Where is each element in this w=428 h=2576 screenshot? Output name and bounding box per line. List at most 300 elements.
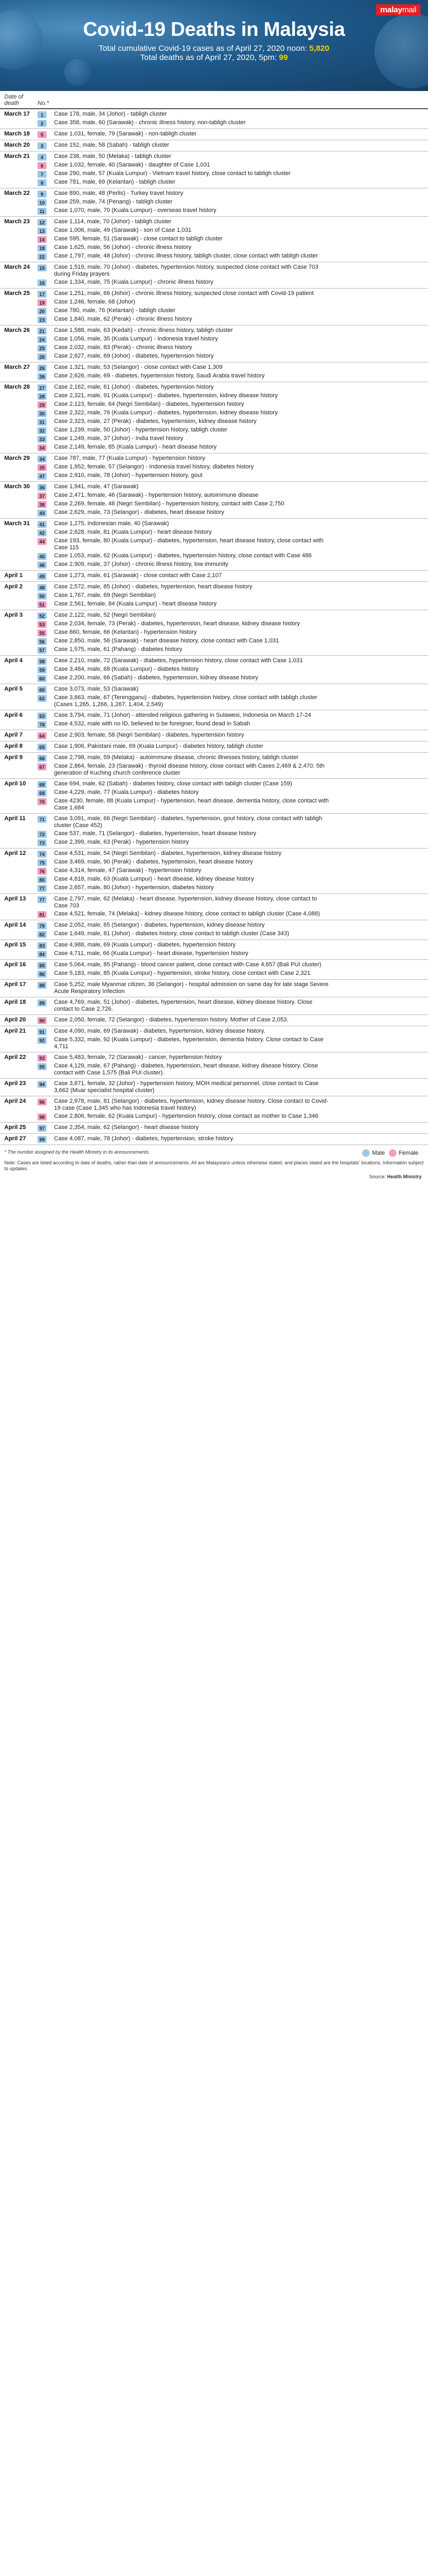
date-label: April 2 bbox=[4, 584, 23, 590]
case-row bbox=[37, 711, 428, 720]
source-credit bbox=[0, 1173, 428, 1180]
case-description: Case 2,050, female, 72 (Selangor) - diabetes, hypertension history. Mother of Case 2,053. bbox=[54, 1017, 289, 1023]
case-row bbox=[37, 454, 428, 463]
date-label: March 30 bbox=[4, 483, 30, 490]
male-number-badge: 17 bbox=[37, 291, 47, 298]
male-number-badge: 75 bbox=[37, 859, 47, 866]
case-description: Case 1,273, male, 61 (Sarawak) - close contact with Case 2,107 bbox=[54, 572, 222, 579]
case-row bbox=[37, 674, 428, 683]
date-group bbox=[0, 453, 428, 482]
case-row bbox=[37, 583, 428, 592]
footnote: Note: Cases are listed according to date of deaths, rather than date of announcements. All are Malaysians unless otherwise stated, and places stated are the hospitals' locations. Information subject to updates. bbox=[4, 1160, 424, 1171]
legend-note: * The number assigned by the Health Ministry in its announcements. bbox=[4, 1149, 150, 1155]
case-rows bbox=[37, 262, 428, 288]
case-rows bbox=[37, 1052, 428, 1078]
male-number-badge: 34 bbox=[37, 456, 47, 463]
date-group bbox=[0, 325, 428, 362]
female-number-badge: 70 bbox=[37, 798, 47, 805]
case-rows bbox=[37, 1015, 428, 1026]
case-description: Case 1,588, male, 63 (Kedah) - chronic illness history, tabligh cluster bbox=[54, 327, 233, 334]
case-description: Case 4,769, male, 51 (Johor) - diabetes, hypertension, heart disease, kidney disease history. Close contact to Case 2,726. bbox=[54, 999, 312, 1012]
date-group bbox=[0, 920, 428, 940]
female-number-badge: 34 bbox=[37, 444, 47, 451]
case-row bbox=[37, 327, 428, 335]
date-group bbox=[0, 582, 428, 610]
female-number-badge: 38 bbox=[37, 501, 47, 508]
male-number-badge: 20 bbox=[37, 308, 47, 315]
case-row bbox=[37, 392, 428, 400]
case-description: Case 2,572, male, 85 (Johor) - diabetes, hypertension, heart disease history bbox=[54, 584, 253, 590]
case-row bbox=[37, 520, 428, 528]
case-description: Case 2,797, male, 62 (Melaka) - heart disease, hypertension, kidney disease history, close contact to Case 703 bbox=[54, 896, 317, 909]
male-number-badge: 77 bbox=[37, 885, 47, 892]
case-row bbox=[37, 119, 428, 127]
case-row bbox=[37, 235, 428, 244]
case-rows bbox=[37, 684, 428, 710]
case-description: Case 2,034, female, 73 (Perak) - diabetes, hypertension, heart disease, kidney disease history bbox=[54, 620, 300, 627]
case-description: Case 1,031, female, 79 (Sarawak) - non-tabligh cluster bbox=[54, 131, 197, 137]
column-header bbox=[0, 91, 428, 109]
subtitle-cases bbox=[0, 44, 428, 53]
case-row bbox=[37, 1054, 428, 1062]
male-number-badge: 26 bbox=[37, 365, 47, 372]
case-row bbox=[37, 731, 428, 740]
case-rows bbox=[37, 151, 428, 188]
date-label: April 10 bbox=[4, 781, 26, 787]
date-group bbox=[0, 217, 428, 262]
legend-female-label: Female bbox=[399, 1149, 418, 1156]
date-label: April 5 bbox=[4, 686, 23, 692]
case-description: Case 4,087, male, 78 (Johor) - diabetes, hypertension, stroke history. bbox=[54, 1135, 234, 1142]
date-group bbox=[0, 1134, 428, 1145]
date-label: March 20 bbox=[4, 142, 30, 148]
case-rows bbox=[37, 656, 428, 684]
male-number-badge: 52 bbox=[37, 612, 47, 619]
date-group bbox=[0, 1123, 428, 1134]
date-label: April 1 bbox=[4, 572, 23, 579]
male-number-badge: 3 bbox=[37, 142, 47, 149]
case-description: Case 1,625, male, 56 (Johor) - chronic illness history bbox=[54, 244, 192, 251]
case-row bbox=[37, 552, 428, 560]
date-group bbox=[0, 814, 428, 848]
case-row bbox=[37, 400, 428, 409]
case-row bbox=[37, 858, 428, 867]
date-label: April 11 bbox=[4, 815, 26, 822]
case-description: Case 1,246, female, 68 (Johor) bbox=[54, 299, 135, 305]
case-description: Case 2,864, female, 23 (Sarawak) - thyroid disease history, close contact with Cases 2,469 & 2,470. 5th generation of Kuching church conference cluster bbox=[54, 763, 325, 776]
case-rows bbox=[37, 940, 428, 959]
male-number-badge: 36 bbox=[37, 484, 47, 491]
case-description: Case 1,952, female, 57 (Selangor) - Indonesia travel history, diabetes history bbox=[54, 464, 254, 470]
case-row bbox=[37, 815, 428, 830]
case-description: Case 2,561, female, 84 (Kuala Lumpur) - heart disease history bbox=[54, 601, 217, 607]
case-description: Case 2,628, male, 81 (Kuala Lumpur) - heart disease history bbox=[54, 529, 212, 535]
date-label: April 15 bbox=[4, 942, 26, 948]
number-column-header: No.* bbox=[37, 100, 49, 107]
date-group bbox=[0, 571, 428, 582]
case-description: Case 1,056, male, 35 (Kuala Lumpur) - Indonesia travel history bbox=[54, 336, 218, 342]
case-description: Case 4,090, male, 69 (Sarawak) - diabetes, hypertension, kidney disease history. bbox=[54, 1028, 265, 1034]
male-number-badge: 31 bbox=[37, 419, 47, 426]
male-number-badge: 47 bbox=[37, 473, 47, 480]
case-row bbox=[37, 218, 428, 226]
case-description: Case 787, male, 77 (Kuala Lumpur) - hypertension history bbox=[54, 455, 205, 461]
case-row bbox=[37, 198, 428, 207]
case-description: Case 2,399, male, 63 (Perak) - hypertension history bbox=[54, 839, 189, 845]
date-label: April 12 bbox=[4, 850, 26, 857]
case-row bbox=[37, 1112, 428, 1121]
date-group bbox=[0, 519, 428, 571]
case-row bbox=[37, 1062, 428, 1077]
case-description: Case 537, male, 71 (Selangor) - diabetes, hypertension, heart disease history bbox=[54, 830, 256, 837]
case-description: Case 2,321, male, 91 (Kuala Lumpur) - diabetes, hypertension, kidney disease history bbox=[54, 392, 278, 399]
date-label: March 26 bbox=[4, 327, 30, 334]
male-number-badge: 16 bbox=[37, 279, 47, 286]
date-group bbox=[0, 710, 428, 730]
date-group bbox=[0, 1096, 428, 1123]
case-description: Case 1,906, Pakistani male, 69 (Kuala Lumpur) - diabetes history, tabligh cluster bbox=[54, 743, 264, 749]
date-group bbox=[0, 656, 428, 684]
case-rows bbox=[37, 730, 428, 741]
case-row bbox=[37, 170, 428, 178]
case-description: Case 193, female, 80 (Kuala Lumpur) - diabetes, hypertension, heart disease history, close contact with Case 115 bbox=[54, 537, 324, 551]
date-label: March 18 bbox=[4, 131, 30, 137]
case-row bbox=[37, 1080, 428, 1095]
case-description: Case 3,469, male, 90 (Perak) - diabetes, hypertension, heart disease history bbox=[54, 859, 253, 865]
male-number-badge: 60 bbox=[37, 675, 47, 682]
case-rows bbox=[37, 129, 428, 140]
case-row bbox=[37, 762, 428, 777]
female-number-badge: 53 bbox=[37, 621, 47, 628]
male-number-badge: 2 bbox=[37, 120, 47, 127]
case-row bbox=[37, 1036, 428, 1051]
case-row bbox=[37, 1016, 428, 1025]
date-group bbox=[0, 1015, 428, 1026]
case-description: Case 1,941, male, 47 (Sarawak) bbox=[54, 483, 139, 490]
case-row bbox=[37, 207, 428, 215]
male-number-badge: 21 bbox=[37, 328, 47, 335]
male-number-badge: 18 bbox=[37, 245, 47, 252]
case-rows bbox=[37, 188, 428, 216]
case-description: Case 1,070, male, 70 (Kuala Lumpur) - overseas travel history bbox=[54, 207, 217, 214]
date-column-header: Date of death bbox=[4, 94, 24, 107]
case-description: Case 2,471, female, 46 (Sarawak) - hypertension history, autoimmune disease bbox=[54, 492, 258, 498]
case-row bbox=[37, 998, 428, 1013]
date-label: March 17 bbox=[4, 111, 30, 117]
case-row bbox=[37, 278, 428, 287]
date-group bbox=[0, 610, 428, 656]
case-row bbox=[37, 363, 428, 372]
female-number-badge: 44 bbox=[37, 538, 47, 545]
date-label: April 8 bbox=[4, 743, 23, 749]
female-number-badge: 35 bbox=[37, 464, 47, 471]
case-rows bbox=[37, 753, 428, 778]
case-row bbox=[37, 190, 428, 198]
female-number-badge: 67 bbox=[37, 763, 47, 770]
page-title: Covid-19 Deaths in Malaysia bbox=[83, 18, 345, 40]
male-number-badge: 23 bbox=[37, 316, 47, 323]
case-row bbox=[37, 409, 428, 418]
case-description: Case 781, male, 69 (Kelantan) - tabligh cluster bbox=[54, 179, 175, 185]
case-rows bbox=[37, 741, 428, 752]
case-rows bbox=[37, 109, 428, 128]
case-rows bbox=[37, 894, 428, 920]
case-description: Case 1,334, male, 75 (Kuala Lumpur) - chronic illness history bbox=[54, 279, 213, 285]
date-group bbox=[0, 741, 428, 753]
case-row bbox=[37, 472, 428, 480]
male-number-badge: 63 bbox=[37, 713, 47, 719]
case-description: Case 1,251, male, 66 (Johor) - chronic illness history, suspected close contact with Covid-19 patient bbox=[54, 290, 314, 297]
case-row bbox=[37, 789, 428, 797]
case-row bbox=[37, 1124, 428, 1132]
case-rows bbox=[37, 1134, 428, 1145]
male-number-badge: 22 bbox=[37, 253, 47, 260]
date-label: March 21 bbox=[4, 153, 30, 160]
case-description: Case 2,032, male, 83 (Perak) - chronic illness history bbox=[54, 344, 192, 351]
case-description: Case 2,798, male, 59 (Melaka) - autoimmune disease, chronic illnesses history, tabligh cluster bbox=[54, 754, 299, 761]
case-description: Case 2,909, male, 37 (Johor) - chronic illness history, low immunity bbox=[54, 561, 228, 567]
date-group bbox=[0, 140, 428, 151]
case-row bbox=[37, 226, 428, 235]
case-description: Case 780, male, 76 (Kelantan) - tabligh cluster bbox=[54, 307, 175, 314]
female-number-badge: 19 bbox=[37, 299, 47, 306]
male-number-badge: 83 bbox=[37, 942, 47, 949]
case-row bbox=[37, 628, 428, 637]
source-value: Health Ministry bbox=[387, 1174, 422, 1179]
male-number-badge: 73 bbox=[37, 839, 47, 846]
case-row bbox=[37, 344, 428, 352]
case-description: Case 1,006, male, 49 (Sarawak) - son of Case 1,031 bbox=[54, 227, 192, 233]
case-row bbox=[37, 754, 428, 762]
male-number-badge: 9 bbox=[37, 191, 47, 198]
case-row bbox=[37, 921, 428, 930]
case-rows bbox=[37, 1026, 428, 1052]
case-row bbox=[37, 290, 428, 298]
case-description: Case 2,210, male, 72 (Sarawak) - diabetes, hypertension history, close contact with Case 1,031 bbox=[54, 657, 303, 664]
case-description: Case 2,354, male, 62 (Selangor) - heart disease history bbox=[54, 1124, 199, 1131]
date-group bbox=[0, 753, 428, 779]
case-description: Case 5,332, male, 92 (Kuala Lumpur) - diabetes, hypertension, dementia history. Close contact to Case 4,711 bbox=[54, 1036, 324, 1050]
case-rows bbox=[37, 289, 428, 325]
male-number-badge: 28 bbox=[37, 393, 47, 400]
case-row bbox=[37, 263, 428, 278]
date-label: April 13 bbox=[4, 896, 26, 902]
male-number-badge: 78 bbox=[37, 721, 47, 728]
case-row bbox=[37, 875, 428, 884]
case-row bbox=[37, 252, 428, 261]
date-label: April 18 bbox=[4, 999, 26, 1005]
case-row bbox=[37, 797, 428, 812]
case-description: Case 5,252, male Myanmar citizen, 36 (Selangor) - hospital admission on same day for late stage Severe Acute Respiratory Infection bbox=[54, 981, 328, 995]
case-row bbox=[37, 646, 428, 654]
case-row bbox=[37, 298, 428, 307]
date-group bbox=[0, 262, 428, 289]
case-description: Case 1,321, male, 53 (Selangor) - close contact with Case 1,309 bbox=[54, 364, 223, 370]
case-description: Case 595, female, 51 (Sarawak) - close contact to tabligh cluster bbox=[54, 236, 223, 242]
case-description: Case 4,988, male, 69 (Kuala Lumpur) - diabetes, hypertension history bbox=[54, 942, 236, 948]
male-number-badge: 11 bbox=[37, 208, 47, 215]
date-group bbox=[0, 980, 428, 997]
legend-female bbox=[389, 1149, 418, 1157]
date-group bbox=[0, 684, 428, 710]
male-number-badge: 80 bbox=[37, 876, 47, 883]
date-label: April 21 bbox=[4, 1028, 26, 1034]
case-description: Case 1,275, Indonesian male, 40 (Sarawak) bbox=[54, 520, 169, 527]
male-number-badge: 68 bbox=[37, 781, 47, 788]
case-row bbox=[37, 850, 428, 858]
case-description: Case 1,249, male, 37 (Johor) - India travel history bbox=[54, 435, 184, 442]
male-number-badge: 82 bbox=[37, 931, 47, 938]
male-number-badge: 77 bbox=[37, 896, 47, 903]
case-description: Case 4230, female, 88 (Kuala Lumpur) - hypertension, heart disease, dementia history, close contact with Case 1,684 bbox=[54, 798, 329, 811]
case-description: Case 1,649, male, 81 (Johor) - diabetes history, close contact to tabligh cluster (Case 343) bbox=[54, 930, 289, 937]
date-group bbox=[0, 109, 428, 129]
date-group bbox=[0, 289, 428, 325]
case-rows bbox=[37, 610, 428, 655]
male-number-badge: 13 bbox=[37, 228, 47, 234]
case-rows bbox=[37, 482, 428, 518]
male-number-badge: 89 bbox=[37, 999, 47, 1006]
virus-illustration bbox=[64, 59, 91, 86]
case-row bbox=[37, 941, 428, 950]
case-rows bbox=[37, 325, 428, 362]
brand-logo-text: malay bbox=[380, 5, 402, 14]
case-row bbox=[37, 335, 428, 344]
male-swatch-icon bbox=[362, 1149, 370, 1157]
male-number-badge: 95 bbox=[37, 1063, 47, 1070]
male-number-badge: 58 bbox=[37, 658, 47, 665]
case-description: Case 152, male, 58 (Sabah) - tabligh cluster bbox=[54, 142, 170, 148]
case-description: Case 3,794, male, 71 (Johor) - attended religious gathering in Sulawesi, Indonesia on March 17-24 bbox=[54, 712, 311, 718]
male-number-badge: 39 bbox=[37, 373, 47, 380]
case-description: Case 1,519, male, 70 (Johor) - diabetes, hypertension history, suspected close contact with Case 703 during Friday prayers bbox=[54, 264, 318, 277]
case-description: Case 2,122, male, 52 (Negri Sembilan) bbox=[54, 612, 156, 618]
male-number-badge: 15 bbox=[37, 264, 47, 271]
case-description: Case 2,850, male, 56 (Sarawak) - heart disease history, close contact with Case 1,031 bbox=[54, 638, 279, 644]
case-row bbox=[37, 435, 428, 443]
male-number-badge: 48 bbox=[37, 584, 47, 591]
legend-keys bbox=[362, 1149, 418, 1157]
case-description: Case 4,532, male with no ID, believed to be foreigner, found dead in Sabah bbox=[54, 721, 250, 727]
date-label: March 22 bbox=[4, 190, 30, 196]
case-description: Case 2,910, male, 78 (Johor) - hypertension history, gout bbox=[54, 472, 203, 479]
case-rows bbox=[37, 997, 428, 1014]
case-rows bbox=[37, 140, 428, 151]
date-group bbox=[0, 960, 428, 980]
male-number-badge: 88 bbox=[37, 982, 47, 989]
male-number-badge: 10 bbox=[37, 199, 47, 206]
date-group bbox=[0, 1079, 428, 1096]
case-description: Case 4,314, female, 47 (Sarawak) - hypertension history bbox=[54, 867, 202, 874]
case-rows bbox=[37, 519, 428, 570]
case-description: Case 2,149, female, 85 (Kuala Lumpur) - heart disease history bbox=[54, 444, 217, 450]
case-row bbox=[37, 657, 428, 665]
case-description: Case 3,484, male, 68 (Kuala Lumpur) - diabetes history bbox=[54, 666, 199, 672]
case-description: Case 890, male, 48 (Perlis) - Turkey travel history bbox=[54, 190, 184, 196]
case-row bbox=[37, 930, 428, 938]
date-label: April 6 bbox=[4, 712, 23, 718]
date-label: March 28 bbox=[4, 384, 30, 390]
subtitle-cases-label: Total cumulative Covid-19 cases as of April 27, 2020 noon: bbox=[98, 44, 309, 53]
source-label: Source: bbox=[369, 1174, 386, 1179]
date-label: April 16 bbox=[4, 961, 26, 968]
case-row bbox=[37, 130, 428, 139]
case-row bbox=[37, 743, 428, 751]
case-row bbox=[37, 895, 428, 910]
case-row bbox=[37, 491, 428, 500]
date-label: April 17 bbox=[4, 981, 26, 988]
male-number-badge: 41 bbox=[37, 521, 47, 528]
male-number-badge: 65 bbox=[37, 744, 47, 751]
female-number-badge: 14 bbox=[37, 236, 47, 243]
male-number-badge: 71 bbox=[37, 816, 47, 823]
date-group bbox=[0, 997, 428, 1015]
brand-logo-text: mail bbox=[402, 5, 416, 14]
case-description: Case 5,183, male, 85 (Kuala Lumpur) - hypertension, stroke history, close contact with Case 2,321 bbox=[54, 970, 311, 976]
male-number-badge: 69 bbox=[37, 790, 47, 797]
date-group bbox=[0, 482, 428, 519]
male-number-badge: 59 bbox=[37, 666, 47, 673]
case-description: Case 2,162, male, 61 (Johor) - diabetes, hypertension history bbox=[54, 384, 214, 390]
case-row bbox=[37, 161, 428, 170]
case-description: Case 2,903, female, 58 (Negri Sembilan) - diabetes, hypertension history bbox=[54, 732, 244, 738]
case-row bbox=[37, 1027, 428, 1036]
case-row bbox=[37, 315, 428, 324]
date-group bbox=[0, 848, 428, 894]
case-row bbox=[37, 528, 428, 537]
case-row bbox=[37, 950, 428, 958]
case-row bbox=[37, 592, 428, 600]
subtitle-deaths-label: Total deaths as of April 27, 2020, 5pm: bbox=[140, 53, 279, 62]
case-rows bbox=[37, 453, 428, 481]
date-label: April 4 bbox=[4, 657, 23, 664]
male-number-badge: 49 bbox=[37, 573, 47, 580]
date-label: March 25 bbox=[4, 290, 30, 297]
date-group bbox=[0, 940, 428, 960]
male-number-badge: 85 bbox=[37, 962, 47, 969]
date-group bbox=[0, 1052, 428, 1079]
case-description: Case 2,627, male, 69 (Johor) - diabetes, hypertension history bbox=[54, 353, 214, 359]
case-rows bbox=[37, 362, 428, 382]
case-row bbox=[37, 1097, 428, 1112]
case-row bbox=[37, 720, 428, 729]
legend bbox=[0, 1145, 428, 1159]
death-list bbox=[0, 109, 428, 1145]
date-group bbox=[0, 129, 428, 140]
case-description: Case 2,657, male, 80 (Johor) - hypertension, diabetes history bbox=[54, 884, 214, 891]
date-label: April 7 bbox=[4, 732, 23, 738]
male-number-badge: 94 bbox=[37, 1081, 47, 1088]
case-description: Case 2,629, male, 73 (Selangor) - diabetes, heart disease history bbox=[54, 509, 224, 516]
female-swatch-icon bbox=[389, 1149, 396, 1157]
case-row bbox=[37, 307, 428, 315]
date-label: March 27 bbox=[4, 364, 30, 370]
case-description: Case 1,032, female, 40 (Sarawak) - daughter of Case 1,031 bbox=[54, 162, 210, 168]
case-description: Case 4,531, male, 54 (Negri Sembilan) - diabetes, hypertension, kidney disease history bbox=[54, 850, 281, 857]
case-description: Case 4,711, male, 66 (Kuala Lumpur) - heart disease, hypertension history bbox=[54, 950, 248, 957]
case-row bbox=[37, 244, 428, 252]
date-group bbox=[0, 779, 428, 814]
case-row bbox=[37, 685, 428, 694]
case-row bbox=[37, 572, 428, 580]
male-number-badge: 7 bbox=[37, 171, 47, 178]
male-number-badge: 84 bbox=[37, 951, 47, 958]
male-number-badge: 27 bbox=[37, 384, 47, 391]
case-rows bbox=[37, 1079, 428, 1096]
date-label: March 29 bbox=[4, 455, 30, 461]
male-number-badge: 79 bbox=[37, 922, 47, 929]
case-row bbox=[37, 969, 428, 978]
